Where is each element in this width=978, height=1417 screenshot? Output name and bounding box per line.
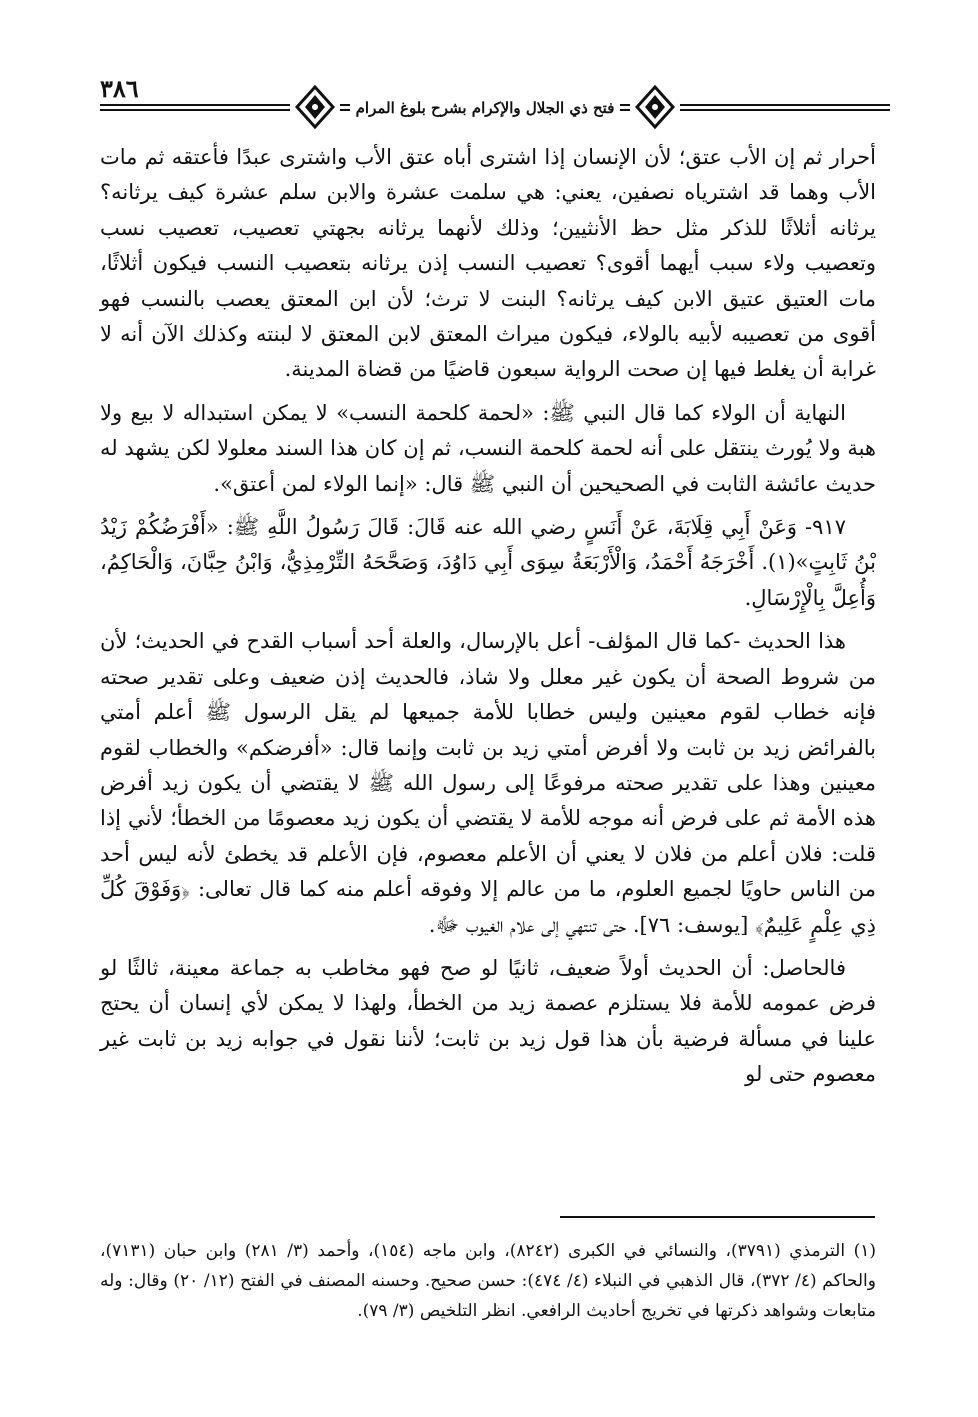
book-title: فتح ذي الجلال والإكرام بشرح بلوغ المرام [350,96,620,120]
ornament-icon [630,82,680,132]
main-text [100,140,876,1101]
paragraph: هذا الحديث -كما قال المؤلف- أعل بالإرسال، والعلة أحد أسباب القدح في الحديث؛ لأن من شروط الصحة أن يكون غير معلل ولا شاذ، فالحديث إذن ضعيف وعلى تقدير صحته فإنه خطاب لقوم معينين وليس خطابا للأمة جميعها لم يقل الرسول ﷺ أعلم أمتي بالفرائض زيد بن ثابت ولا أفرض أمتي زيد بن ثابت وإنما قال: «أفرضكم» والخطاب لقوم معينين وهذا على تقدير صحته مرفوعًا إلى رسول الله ﷺ لا يقتضي أن يكون زيد أفرض هذه الأمة ثم على فرض أنه موجه للأمة لا يقتضي أن يكون زيد معصومًا من الخطأ؛ لأني إذا قلت: فلان أعلم من فلان لا يعني أن الأعلم معصوم، فإن الأعلم قد يخطئ لأنه ليس أحد من الناس حاويًا لجميع العلوم، ما من عالم إلا وفوقه أعلم منه كما قال تعالى: ﴿وَفَوْقَ كُلِّ ذِي عِلْمٍ عَلِيمٌ﴾ [يوسف: ٧٦]. حتى تنتهي إلى علام الغيوب ﷻ. [100,629,876,937]
page-number: ٣٨٦ [100,74,139,103]
footnote-separator [560,1216,875,1218]
ornament-icon [290,82,340,132]
paragraph: النهاية أن الولاء كما قال النبي ﷺ: «لحمة كلحمة النسب» لا يمكن استبداله لا بيع ولا هبة ولا يُورث ينتقل على أنه لحمة كلحمة النسب، ثم إن كان هذا السند معلولا لكن يشهد له حديث عائشة الثابت في الصحيحين أن النبي ﷺ قال: «إنما الولاء لمن أعتق». [100,400,877,496]
paragraph: أحرار ثم إن الأب عتق؛ لأن الإنسان إذا اشترى أباه عتق الأب واشترى عبدًا فأعتقه ثم مات الأب وهما قد اشترياه نصفين، يعني: هي سلمت عشرة والابن سلم عشرة كيف يرثانه؟ يرثانه أثلاثًا للذكر مثل حظ الأنثيين؛ وذلك لأنهما يرثانه بجهتي تعصيب، تعصيب نسب وتعصيب ولاء سبب أيهما أقوى؟ تعصيب النسب إذن يرثانه بتعصيب النسب فيكون أثلاثًا، مات العتيق عتيق الابن كيف يرثانه؟ البنت لا ترث؛ لأن ابن المعتق يعصب بالنسب فهو أقوى من تعصيبه لأبيه بالولاء، فيكون ميراث المعتق لابن المعتق لا لبنته وكذلك الآن أنه لا غرابة أن يغلط فيها إن صحت الرواية سبعون قاضيًا من قضاة المدينة. [100,145,876,382]
paragraph: فالحاصل: أن الحديث أولاً ضعيف، ثانيًا لو صح فهو مخاطب به جماعة معينة، ثالثًا لو فرض عمومه للأمة فلا يستلزم عصمة زيد من الخطأ، ولهذا لا يمكن لأي إنسان أن يحتج علينا في مسألة فرضية بأن هذا قول زيد بن ثابت؛ لأننا نقول في جوابه زيد بن ثابت غير معصوم حتى لو [100,955,876,1087]
footnote: (١) الترمذي (٣٧٩١)، والنسائي في الكبرى (٨٢٤٢)، وابن ماجه (١٥٤)، وأحمد (٣/ ٢٨١) وابن حبان (٧١٣١)، والحاكم (٤/ ٣٧٢)، قال الذهبي في النبلاء (٤/ ٤٧٤): حسن صحيح. وحسنه المصنف في الفتح (١٢/ ٢٠) وقال: وله متابعات وشواهد ذكرتها في تخريج أحاديث الرافعي. انظر التلخيص (٣/ ٧٩). [100,1241,876,1321]
page-header [100,74,890,134]
hadith-text: ٩١٧- وَعَنْ أَبِي قِلَابَةَ، عَنْ أَنَسٍ رضي الله عنه قَالَ: قَالَ رَسُولُ اللَّهِ ﷺ: «أَفْرَضُكُمْ زَيْدُ بْنُ ثَابِتٍ»(١). أَخْرَجَهُ أَحْمَدُ، وَالْأَرْبَعَةُ سِوَى أَبِي دَاوُدَ، وَصَحَّحَهُ التِّرْمِذِيُّ، وَابْنُ حِبَّانَ، وَالْحَاكِمُ، وَأُعِلَّ بِالْإِرْسَالِ. [100,515,876,610]
